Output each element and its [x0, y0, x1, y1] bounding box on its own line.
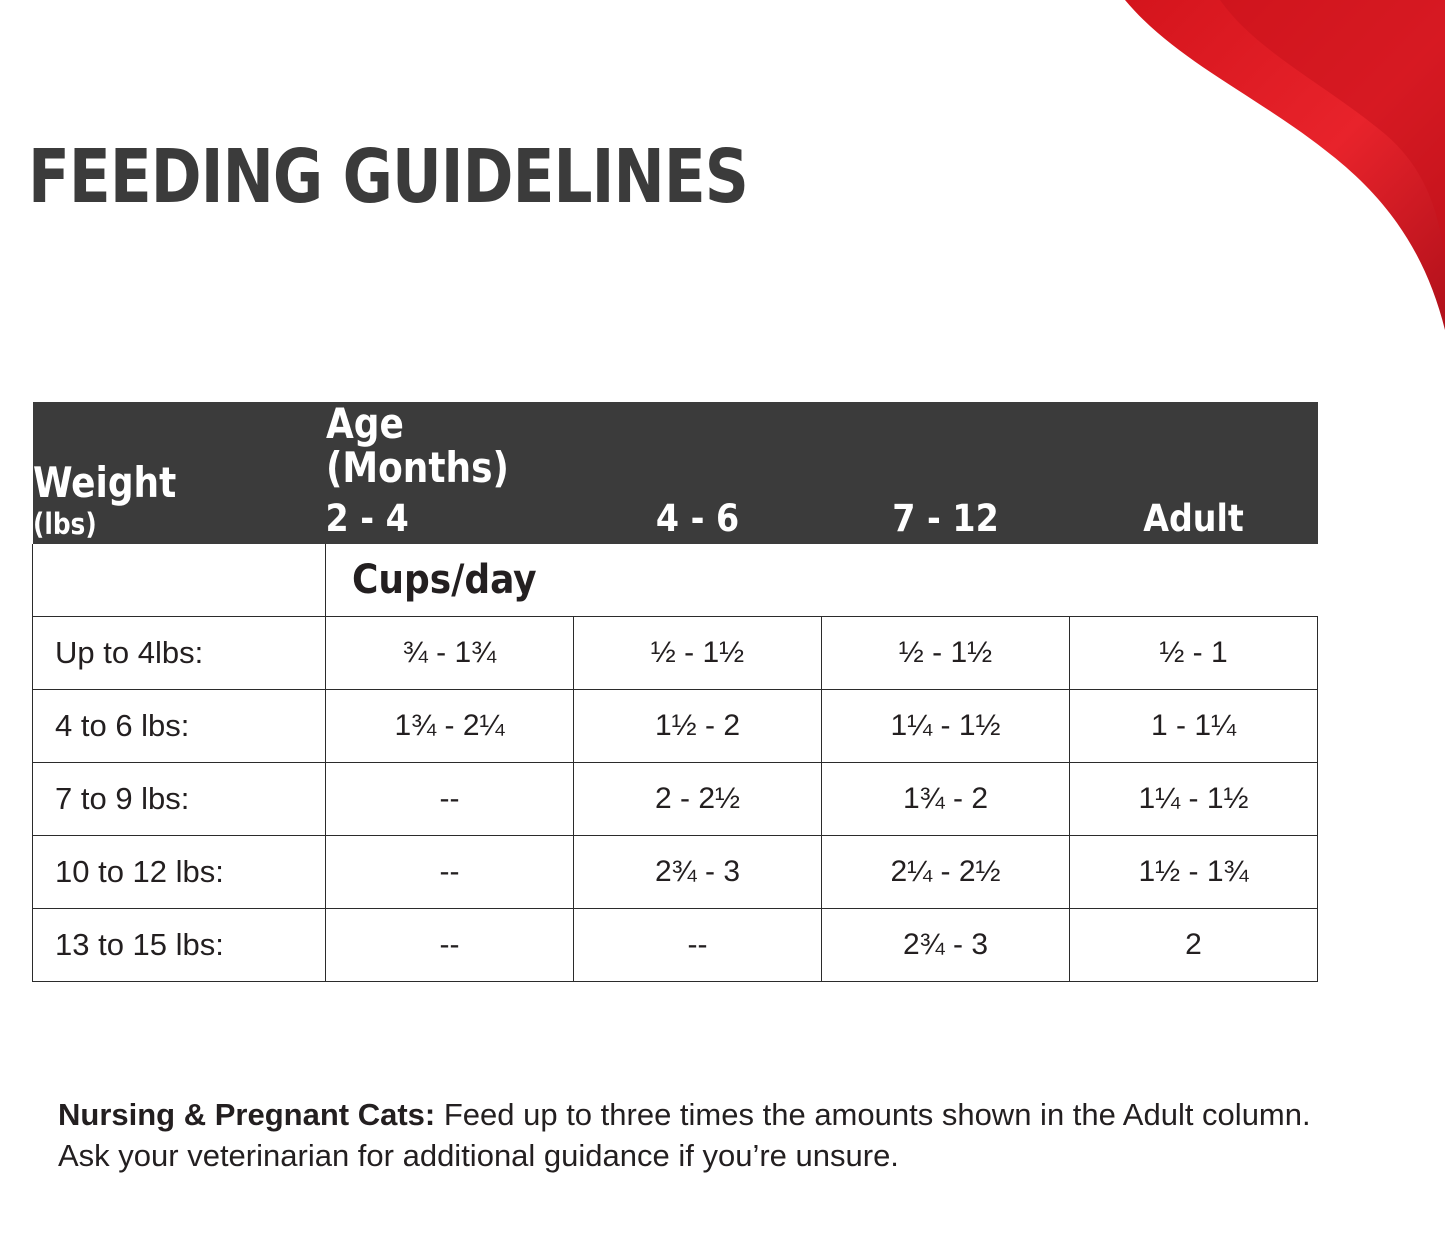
row-weight-label: 10 to 12 lbs: — [33, 836, 326, 909]
weight-header-cell — [33, 402, 326, 544]
age-header-cell — [325, 399, 574, 544]
feeding-guidelines-table-wrapper — [32, 399, 1317, 982]
row-weight-label: Up to 4lbs: — [33, 617, 326, 690]
row-value-2-4: -- — [326, 763, 574, 836]
row-value-4-6: -- — [574, 909, 822, 982]
row-value-2-4: -- — [326, 836, 574, 909]
row-value-adult: 1 - 1¼ — [1070, 690, 1318, 763]
row-value-7-12: 2¼ - 2½ — [822, 836, 1070, 909]
table-row — [33, 909, 1318, 982]
row-value-4-6: ½ - 1½ — [574, 617, 822, 690]
row-value-4-6: 2 - 2½ — [574, 763, 822, 836]
row-value-4-6: 2¾ - 3 — [574, 836, 822, 909]
row-value-adult: 2 — [1070, 909, 1318, 982]
age-column-1: 2 - 4 — [325, 497, 409, 541]
table-header-row — [33, 402, 1318, 544]
row-value-2-4: -- — [326, 909, 574, 982]
table-row — [33, 617, 1318, 690]
row-value-7-12: 1¾ - 2 — [822, 763, 1070, 836]
red-swoosh-decoration — [1025, 0, 1445, 400]
footnote-lead: Nursing & Pregnant Cats: — [58, 1097, 436, 1132]
age-column-4-cell — [1070, 402, 1318, 544]
row-weight-label: 13 to 15 lbs: — [33, 909, 326, 982]
page-title: FEEDING GUIDELINES — [28, 134, 748, 220]
weight-header-unit: (lbs) — [32, 506, 97, 541]
row-value-7-12: 2¾ - 3 — [822, 909, 1070, 982]
footnote-text: Feed up to three times the amounts shown in the Adult column. Ask your veterinarian for additional guidance if you’re unsure. — [58, 1097, 1311, 1173]
table-row — [33, 836, 1318, 909]
age-column-3-cell — [822, 402, 1070, 544]
feeding-guidelines-table — [32, 399, 1318, 982]
row-value-7-12: ½ - 1½ — [822, 617, 1070, 690]
row-value-adult: 1¼ - 1½ — [1070, 763, 1318, 836]
row-value-adult: 1½ - 1¾ — [1070, 836, 1318, 909]
table-row — [33, 690, 1318, 763]
units-row — [33, 544, 1318, 617]
table-row — [33, 763, 1318, 836]
weight-header-main: Weight — [32, 457, 176, 507]
row-weight-label: 4 to 6 lbs: — [33, 690, 326, 763]
age-column-2: 4 - 6 — [655, 497, 740, 541]
row-weight-label: 7 to 9 lbs: — [33, 763, 326, 836]
row-value-adult: ½ - 1 — [1070, 617, 1318, 690]
footnote — [58, 1095, 1328, 1177]
age-column-3: 7 - 12 — [892, 497, 999, 541]
units-row-blank-cell — [33, 544, 326, 617]
row-value-4-6: 1½ - 2 — [574, 690, 822, 763]
units-row-label: Cups/day — [326, 544, 1318, 617]
age-column-2-cell — [574, 402, 822, 544]
age-header-label: Age (Months) — [325, 399, 509, 493]
row-value-7-12: 1¼ - 1½ — [822, 690, 1070, 763]
age-column-4: Adult — [1143, 497, 1244, 541]
row-value-2-4: ¾ - 1¾ — [326, 617, 574, 690]
row-value-2-4: 1¾ - 2¼ — [326, 690, 574, 763]
